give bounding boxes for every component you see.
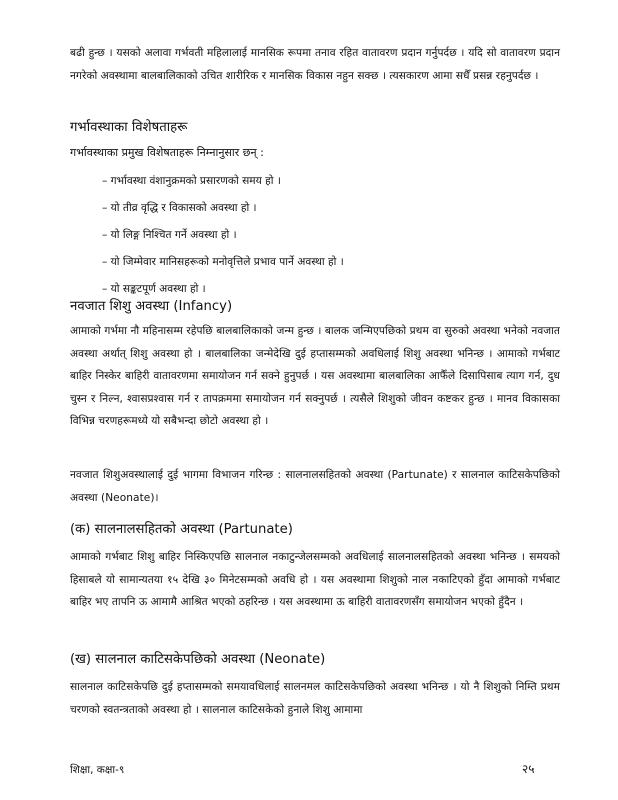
list-item: – यो लिङ्ग निश्चित गर्ने अवस्था हो । <box>102 229 237 241</box>
characteristics-heading: गर्भावस्थाका विशेषताहरू <box>70 120 188 135</box>
infancy-paragraph: आमाको गर्भमा नौ महिनासम्म रहेपछि बालबालिकाको जन्म हुन्छ । बालक जन्मिएपछिको प्रथम वा सुरुको अवस्था भनेको नवजात अवस्था अर्थात् शिशु अवस्था हो । बालबालिका जन्मेदेखि दुई हप्तासम्मको अवधिलाई शिशु अवस्था भनिन्छ । आमाको गर्भबाट बाहिर निस्केर बाहिरी वातावरणमा समायोजन गर्न सक्ने हुनुपर्छ । यस अवस्थामा बालबालिका आफैँले दिसापिसाब त्याग गर्न, दुध चुस्न र निल्न, श्वासप्रश्वास गर्न र तापक्रममा समायोजन गर्न सक्नुपर्छ । त्यसैले शिशुको जीवन कष्टकर हुन्छ । मानव विकासका विभिन्न चरणहरूमध्ये यो सबैभन्दा छोटो अवस्था हो । <box>70 325 560 427</box>
characteristics-intro: गर्भावस्थाका प्रमुख विशेषताहरू निम्नानुसार छन् : <box>70 146 264 159</box>
partunate-heading: (क) सालनालसहितको अवस्था (Partunate) <box>70 522 293 537</box>
intro-paragraph: बढी हुन्छ । यसको अलावा गर्भवती महिलालाई मानसिक रूपमा तनाव रहित वातावरण प्रदान गर्नुपर्दछ । यदि सो वातावरण प्रदान नगरेको अवस्थामा बालबालिकाको उचित शारीरिक र मानसिक विकास नहुन सक्छ । त्यसकारण आमा सधैँ प्रसन्न रहनुपर्दछ । <box>70 47 560 82</box>
characteristics-list <box>102 168 344 303</box>
list-item: – गर्भावस्था वंशानुक्रमको प्रसारणको समय हो । <box>102 175 281 187</box>
neonate-paragraph: सालनाल काटिसकेपछि दुई हप्तासम्मको समयावधिलाई सालनमल काटिसकेपछिको अवस्था भनिन्छ । यो नै शिशुको निम्ति प्रथम चरणको स्वतन्त्रताको अवस्था हो । सालनाल काटिसकेको हुनाले शिशु आमामा <box>70 681 560 716</box>
list-item: – यो जिम्मेवार मानिसहरूको मनोवृत्तिले प्रभाव पार्ने अवस्था हो । <box>102 256 344 268</box>
list-item: – यो तीव्र वृद्धि र विकासको अवस्था हो । <box>102 202 257 214</box>
footer-book-title: शिक्षा, कक्षा-९ <box>70 764 125 776</box>
list-item: – यो सङ्कटपूर्ण अवस्था हो । <box>102 283 206 295</box>
neonate-heading: (ख) सालनाल काटिसकेपछिको अवस्था (Neonate) <box>70 652 326 667</box>
division-paragraph: नवजात शिशुअवस्थालाई दुई भागमा विभाजन गरिन्छ : सालनालसहितको अवस्था (Partunate) र सालनाल काटिसकेपछिको अवस्था (Neonate)। <box>70 469 560 504</box>
partunate-paragraph: आमाको गर्भबाट शिशु बाहिर निस्किएपछि सालनाल नकाटुन्जेलसम्मको अवधिलाई सालनालसहितको अवस्था भनिन्छ । समयको हिसाबले यो सामान्यतया १५ देखि ३० मिनेटसम्मको अवधि हो । यस अवस्थामा शिशुको नाल नकाटिएको हुँदा आमाको गर्भबाट बाहिर भए तापनि ऊ आमामै आश्रित भएको ठहरिन्छ । यस अवस्थामा ऊ बाहिरी वातावरणसँग समायोजन भएको हुँदैन । <box>70 551 560 608</box>
page-number: २५ <box>522 762 535 776</box>
infancy-heading: नवजात शिशु अवस्था (Infancy) <box>70 299 233 314</box>
